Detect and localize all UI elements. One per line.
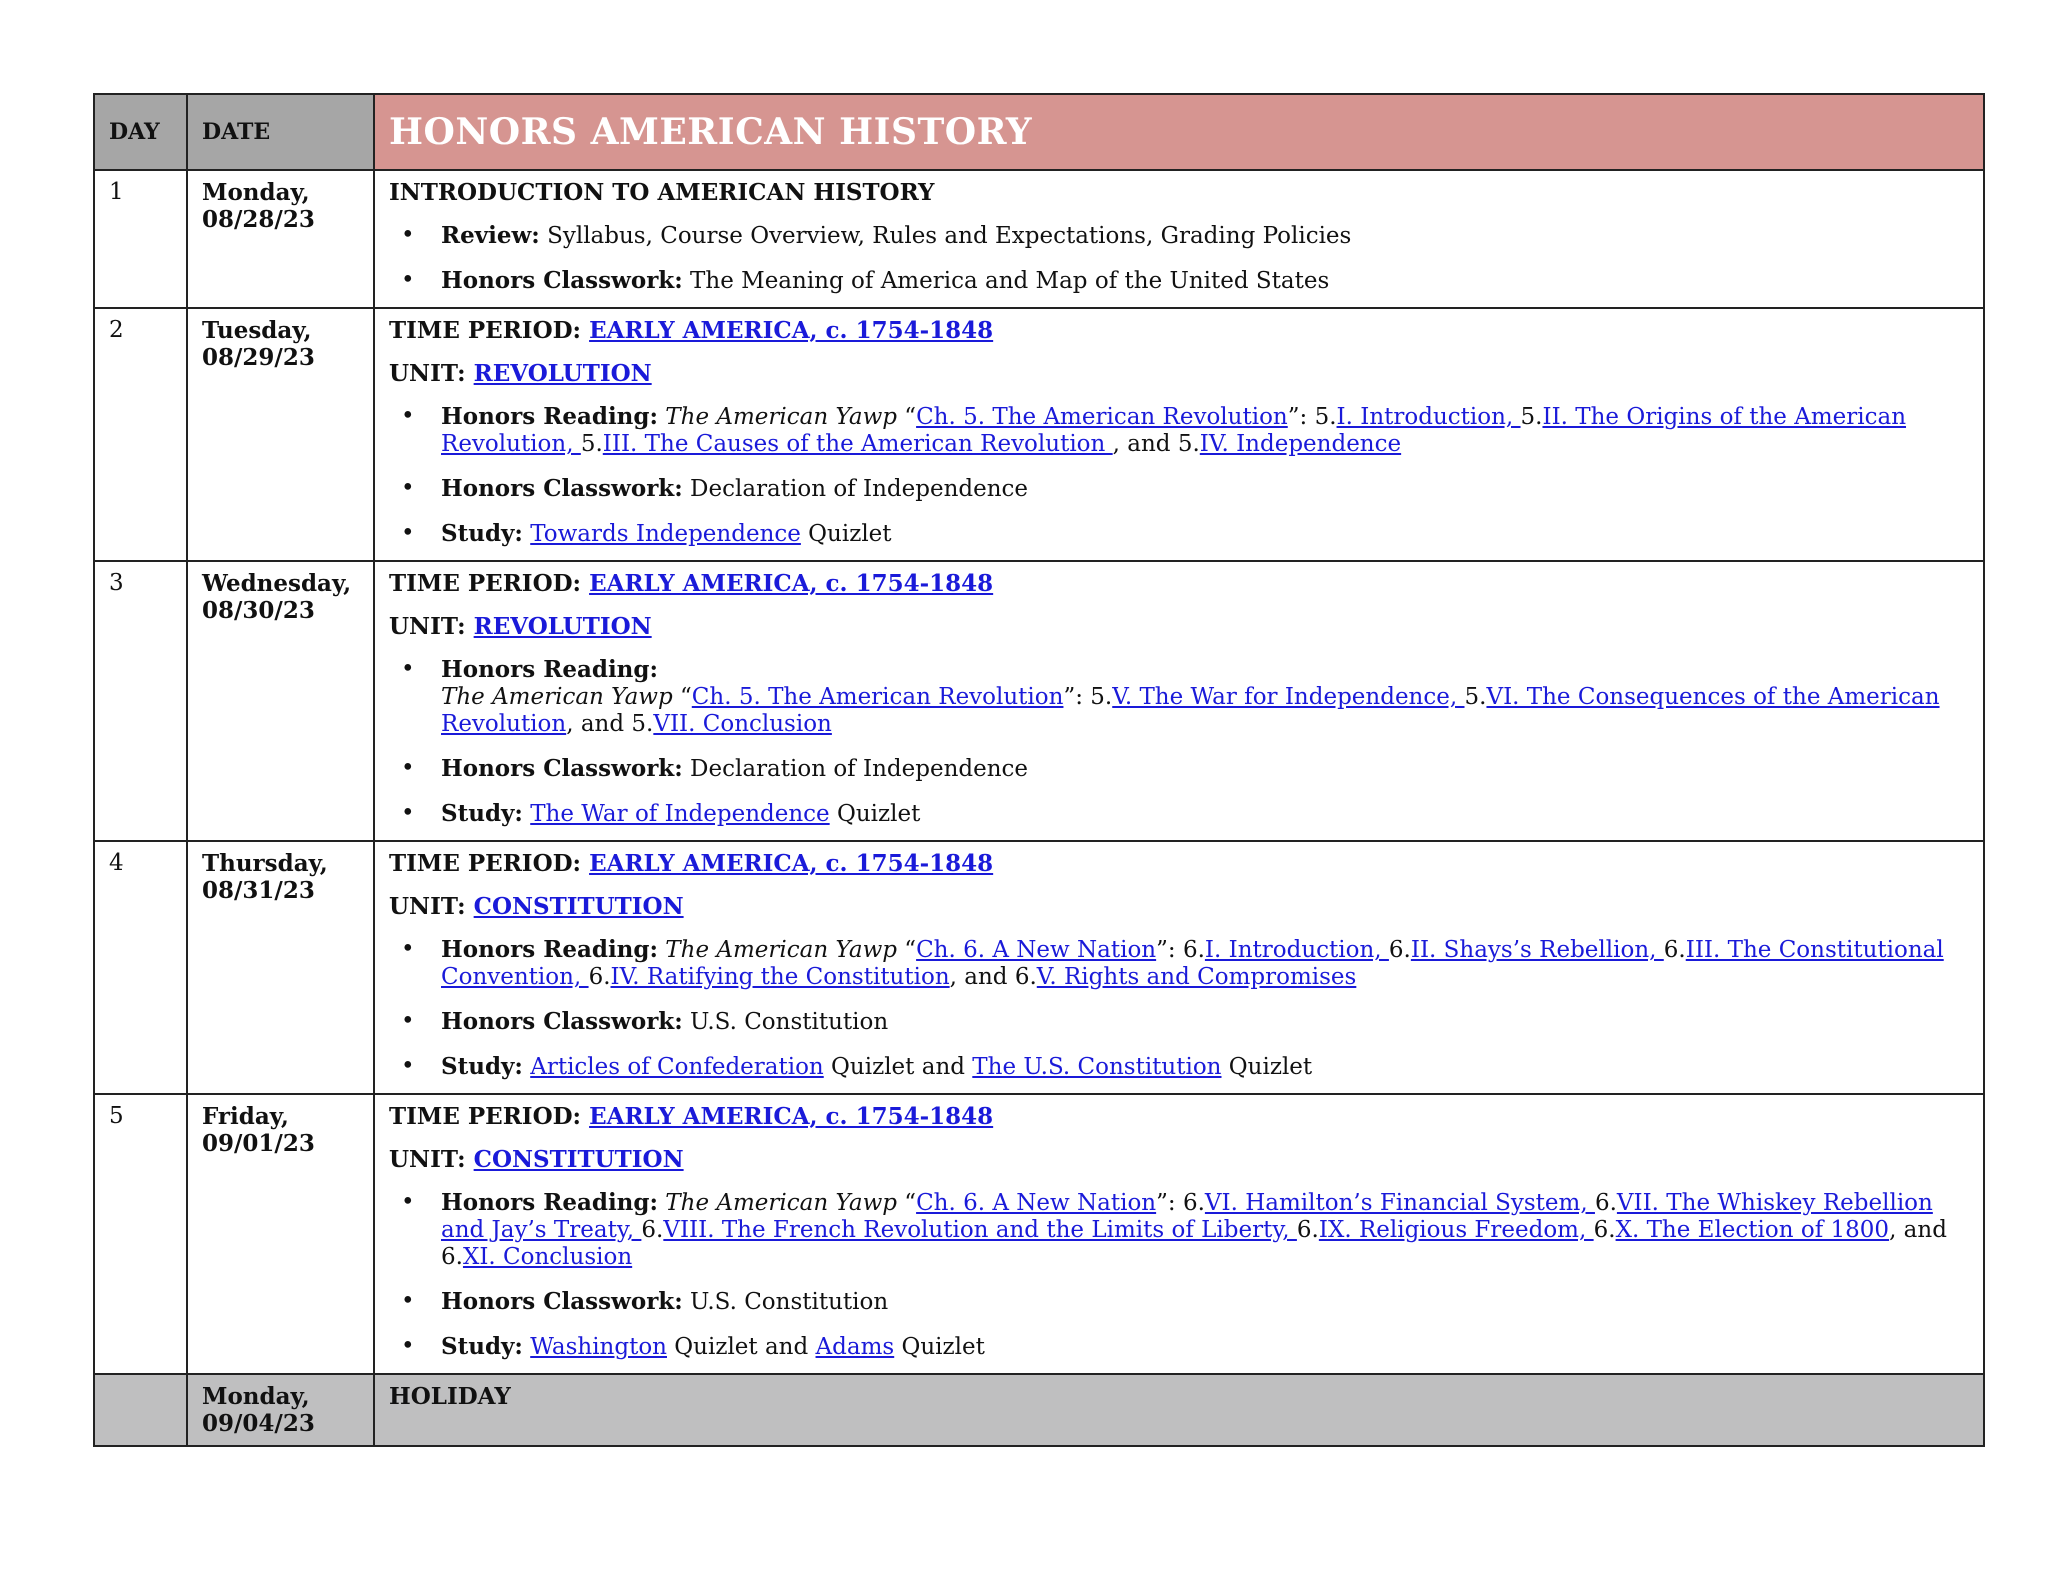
day-number [94,1374,187,1446]
reading-section-link[interactable]: VIII. The French Revolution and the Limits of Liberty, [663,1217,1297,1243]
classwork-label: Honors Classwork: [441,1008,683,1035]
reading-section-link[interactable]: VII. The Whiskey Rebellion and Jay’s Treaty, [441,1190,1933,1243]
textbook-title: The American Yawp [665,937,897,963]
lesson-list [389,403,1969,548]
chapter-link[interactable]: Ch. 5. The American Revolution [691,684,1064,710]
reading-section-link[interactable]: V. The War for Independence, [1112,684,1465,710]
bullet-icon: • [401,1288,415,1314]
reading-item: • Honors Reading: The American Yawp “Ch. 6. A New Nation”: 6.I. Introduction, 6.II. Shays’s Rebellion, 6.III. The Constitutional Convention, 6.IV. Ratifying the Constitution, and 6.V. Rights and Compromises [401,936,1944,990]
bullet-icon: • [401,755,415,781]
time-period-line: TIME PERIOD: EARLY AMERICA, c. 1754-1848 [389,317,994,344]
date-cell: Tuesday, 08/29/23 [187,308,374,561]
day-column-header: DAY [94,94,187,170]
quizlet-link[interactable]: Adams [815,1334,895,1360]
study-item: • Study: Washington Quizlet and Adams Quizlet [401,1333,985,1360]
study-label: Study: [441,520,523,547]
time-period-link[interactable]: EARLY AMERICA, c. 1754-1848 [589,570,994,597]
chapter-link[interactable]: Ch. 5. The American Revolution [916,404,1288,430]
schedule-row [94,841,1984,1094]
study-item: • Study: Articles of Confederation Quizlet and The U.S. Constitution Quizlet [401,1053,1313,1080]
date-column-header: DATE [187,94,374,170]
day-number: 2 [94,308,187,561]
holiday-label: HOLIDAY [389,1383,511,1410]
schedule-row [94,308,1984,561]
review-item: • Review: Syllabus, Course Overview, Rules and Expectations, Grading Policies [401,222,1352,249]
reading-section-link[interactable]: IX. Religious Freedom, [1318,1217,1594,1243]
lesson-list [389,656,1969,828]
time-period-line: TIME PERIOD: EARLY AMERICA, c. 1754-1848 [389,1103,994,1130]
reading-section-link[interactable]: III. The Constitutional Convention, [441,937,1944,990]
classwork-label: Honors Classwork: [441,475,683,502]
time-period-line: TIME PERIOD: EARLY AMERICA, c. 1754-1848 [389,850,994,877]
course-title: HONORS AMERICAN HISTORY [374,94,1984,170]
reading-item: • Honors Reading: The American Yawp “Ch. 5. The American Revolution”: 5.I. Introduction, 5.II. The Origins of the American Revolution, 5.III. The Causes of the American Revolution , and 5.IV. Independence [401,403,1907,457]
textbook-title: The American Yawp [665,1190,897,1216]
classwork-item: • Honors Classwork: Declaration of Independence [401,475,1029,502]
unit-link[interactable]: CONSTITUTION [473,1146,684,1173]
bullet-icon: • [401,520,415,546]
time-period-link[interactable]: EARLY AMERICA, c. 1754-1848 [589,1103,994,1130]
study-label: Study: [441,1053,523,1080]
date-cell: Wednesday, 08/30/23 [187,561,374,841]
lesson-cell [374,841,1984,1094]
reading-label: Honors Reading: [441,1189,658,1216]
day-number: 1 [94,170,187,308]
reading-label: Honors Reading: [441,656,658,683]
quizlet-link[interactable]: The War of Independence [530,801,830,827]
reading-section-link[interactable]: X. The Election of 1800 [1615,1217,1890,1243]
schedule-table [93,93,1985,1447]
study-item: • Study: Towards Independence Quizlet [401,520,892,547]
reading-section-link[interactable]: VII. Conclusion [653,711,832,737]
date-cell: Monday, 09/04/23 [187,1374,374,1446]
bullet-icon: • [401,800,415,826]
classwork-label: Honors Classwork: [441,267,683,294]
reading-section-link[interactable]: II. Shays’s Rebellion, [1410,937,1664,963]
reading-section-link[interactable]: VI. Hamilton’s Financial System, [1204,1190,1595,1216]
lesson-heading: INTRODUCTION TO AMERICAN HISTORY [389,179,935,206]
reading-item: • Honors Reading: The American Yawp “Ch. 6. A New Nation”: 6.VI. Hamilton’s Financial System, 6.VII. The Whiskey Rebellion and Jay’s Treaty, 6.VIII. The French Revolution and the Limits of Liberty, 6.IX. Religious Freedom, 6.X. The Election of 1800, and 6.XI. Conclusion [401,1189,1947,1270]
quizlet-link[interactable]: Towards Independence [530,521,801,547]
time-period-link[interactable]: EARLY AMERICA, c. 1754-1848 [589,317,994,344]
reading-section-link[interactable]: I. Introduction, [1336,404,1521,430]
lesson-cell [374,1374,1984,1446]
bullet-icon: • [401,656,415,682]
lesson-cell [374,561,1984,841]
study-item: • Study: The War of Independence Quizlet [401,800,921,827]
bullet-icon: • [401,267,415,293]
reading-label: Honors Reading: [441,936,658,963]
time-period-line: TIME PERIOD: EARLY AMERICA, c. 1754-1848 [389,570,994,597]
bullet-icon: • [401,1053,415,1079]
lesson-cell [374,170,1984,308]
chapter-link[interactable]: Ch. 6. A New Nation [916,1190,1157,1216]
unit-link[interactable]: REVOLUTION [473,613,652,640]
reading-section-link[interactable]: XI. Conclusion [462,1244,633,1270]
header-row [94,94,1984,170]
day-number: 3 [94,561,187,841]
reading-section-link[interactable]: IV. Ratifying the Constitution [610,964,950,990]
bullet-icon: • [401,403,415,429]
classwork-label: Honors Classwork: [441,755,683,782]
unit-line: UNIT: REVOLUTION [389,360,652,387]
reading-section-link[interactable]: I. Introduction, [1204,937,1389,963]
lesson-cell [374,1094,1984,1374]
reading-section-link[interactable]: V. Rights and Compromises [1036,964,1357,990]
unit-link[interactable]: REVOLUTION [473,360,652,387]
classwork-item: • Honors Classwork: Declaration of Independence [401,755,1029,782]
date-cell: Friday, 09/01/23 [187,1094,374,1374]
reading-section-link[interactable]: II. The Origins of the American Revolution, [441,404,1907,457]
schedule-row [94,1374,1984,1446]
bullet-icon: • [401,1333,415,1359]
date-cell: Thursday, 08/31/23 [187,841,374,1094]
bullet-icon: • [401,475,415,501]
date-cell: Monday, 08/28/23 [187,170,374,308]
reading-item: • Honors Reading: The American Yawp “Ch. 5. The American Revolution”: 5.V. The War for Independence, 5.VI. The Consequences of the American Revolution, and 5.VII. Conclusion [401,656,1940,737]
textbook-title: The American Yawp [441,684,673,710]
unit-line: UNIT: CONSTITUTION [389,893,684,920]
classwork-item: • Honors Classwork: The Meaning of America and Map of the United States [401,267,1330,294]
lesson-cell [374,308,1984,561]
bullet-icon: • [401,936,415,962]
review-label: Review: [441,222,540,249]
reading-label: Honors Reading: [441,403,658,430]
reading-section-link[interactable]: III. The Causes of the American Revolution [602,431,1113,457]
bullet-icon: • [401,1189,415,1215]
classwork-item: • Honors Classwork: U.S. Constitution [401,1288,889,1315]
schedule-row [94,561,1984,841]
textbook-title: The American Yawp [665,404,897,430]
lesson-list [389,1189,1969,1361]
reading-section-link[interactable]: VI. The Consequences of the American Revolution [441,684,1940,737]
quizlet-link[interactable]: Washington [530,1334,667,1360]
quizlet-link[interactable]: The U.S. Constitution [972,1054,1222,1080]
reading-section-link[interactable]: IV. Independence [1199,431,1402,457]
chapter-link[interactable]: Ch. 6. A New Nation [916,937,1157,963]
unit-line: UNIT: REVOLUTION [389,613,652,640]
schedule-row [94,1094,1984,1374]
day-number: 4 [94,841,187,1094]
quizlet-link[interactable]: Articles of Confederation [530,1054,824,1080]
study-label: Study: [441,1333,523,1360]
study-label: Study: [441,800,523,827]
classwork-label: Honors Classwork: [441,1288,683,1315]
schedule-row [94,170,1984,308]
classwork-item: • Honors Classwork: U.S. Constitution [401,1008,889,1035]
unit-line: UNIT: CONSTITUTION [389,1146,684,1173]
lesson-list [389,936,1969,1081]
time-period-link[interactable]: EARLY AMERICA, c. 1754-1848 [589,850,994,877]
bullet-icon: • [401,1008,415,1034]
bullet-icon: • [401,222,415,248]
lesson-list [389,222,1969,295]
unit-link[interactable]: CONSTITUTION [473,893,684,920]
day-number: 5 [94,1094,187,1374]
